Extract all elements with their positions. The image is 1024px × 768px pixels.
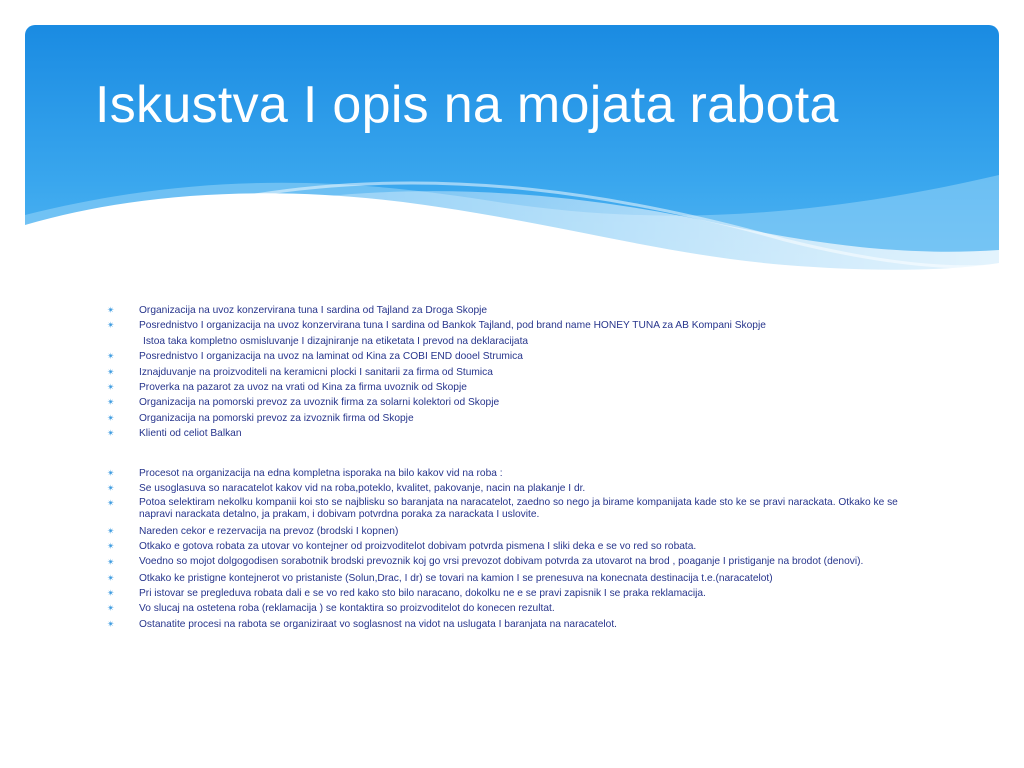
list-item-text: Posrednistvo I organizacija na uvoz konzervirana tuna I sardina od Bankok Tajland, pod brand name HONEY TUNA za AB Kompani Skopje [139,320,766,332]
list-item-text: Pri istovar se pregleduva robata dali e se vo red kako sto bilo naracano, dokolku ne e se pravi zapisnik I se praka reklamacija. [139,588,706,600]
star-bullet-icon: ✴ [107,603,115,614]
star-bullet-icon: ✴ [107,541,115,552]
slide-title: Iskustva I opis na mojata rabota [95,76,839,134]
list-item-text: Istoa taka kompletno osmisluvanje I dizajniranje na etiketata I prevod na deklaracijata [143,335,529,347]
list-item-text: Voedno so mojot dolgogodisen sorabotnik brodski prevoznik koj go vrsi prevozot dobivam potvrda za utovarot na brod , poaganje I pristiganje na brodot (denovi). [139,555,864,567]
list-item-text: Vo slucaj na ostetena roba (reklamacija ) se kontaktira so proizvoditelot do konecen rezultat. [139,603,555,615]
star-bullet-icon: ✴ [107,412,115,423]
star-bullet-icon: ✴ [107,526,115,537]
star-bullet-icon: ✴ [107,498,115,509]
list-item [105,481,925,496]
list-item [105,556,925,568]
list-item-continuation [105,334,925,349]
list-item-text: Potoa selektiram nekolku kompanii koi sto se najblisku so baranjata na naracatelot, zaedno so nego ja birame kompanijata kade sto ke se pravi narackata. Otkako ke se napravi narackata detalno, ja prakam, i dobivam potvrdna poraka za narackata I uslovite. [139,497,898,521]
wave-background [25,25,999,315]
list-item [105,365,925,380]
list-item [105,586,925,601]
list-item [105,497,925,521]
list-item [105,617,925,632]
star-bullet-icon: ✴ [107,351,115,362]
star-bullet-icon: ✴ [107,397,115,408]
list-item-text: Klienti od celiot Balkan [139,428,242,440]
list-item-text: Procesot na organizacija na edna kompletna isporaka na bilo kakov vid na roba : [139,467,503,479]
section-spacer [105,442,925,466]
list-item [105,349,925,364]
process-list [105,466,925,633]
list-item-text: Organizacija na pomorski prevoz za uvoznik firma za solarni kolektori od Skopje [139,397,500,409]
list-item-text: Iznajduvanje na proizvoditeli na keramicni plocki I sanitarii za firma od Stumica [139,366,493,378]
experience-list [105,303,925,442]
list-item [105,426,925,441]
star-bullet-icon: ✴ [107,305,115,315]
list-item-text: Otkako ke pristigne kontejnerot vo pristaniste (Solun,Drac, I dr) se tovari na kamion I se prenesuva na konecnata destinacija t.e.(naracatelot) [139,572,773,584]
list-item [105,466,925,481]
star-bullet-icon: ✴ [107,618,115,629]
list-item [105,395,925,410]
list-item [105,303,925,318]
list-item-text: Organizacija na pomorski prevoz za izvoznik firma od Skopje [139,412,414,424]
list-item [105,380,925,395]
list-item-text: Proverka na pazarot za uvoz na vrati od Kina za firma uvoznik od Skopje [139,382,467,394]
list-item-text: Ostanatite procesi na rabota se organiziraat vo soglasnost na vidot na uslugata I baranjata na naracatelot. [139,618,617,630]
star-bullet-icon: ✴ [107,483,115,494]
list-item-text: Otkako e gotova robata za utovar vo kontejner od proizvoditelot dobivam potvrda pismena I sliki deka e se vo red so robata. [139,541,697,553]
star-bullet-icon: ✴ [107,556,115,567]
list-item-text: Posrednistvo I organizacija na uvoz na laminat od Kina za COBI END dooel Strumica [139,351,523,363]
list-item [105,571,925,586]
list-item-text: Nareden cekor e rezervacija na prevoz (brodski I kopnen) [139,526,399,538]
list-item-text: Organizacija na uvoz konzervirana tuna I sardina od Tajland za Droga Skopje [139,305,488,316]
star-bullet-icon: ✴ [107,320,115,331]
content-body [105,303,925,632]
star-bullet-icon: ✴ [107,382,115,393]
list-item [105,411,925,426]
title-banner [25,25,999,315]
list-item [105,539,925,554]
list-item [105,601,925,616]
list-item-text: Se usoglasuva so naracatelot kakov vid na roba,poteklo, kvalitet, pakovanje, nacin na plakanje I dr. [139,483,586,495]
star-bullet-icon: ✴ [107,572,115,583]
star-bullet-icon: ✴ [107,366,115,377]
list-item [105,318,925,333]
list-item [105,524,925,539]
star-bullet-icon: ✴ [107,588,115,599]
star-bullet-icon: ✴ [107,428,115,439]
star-bullet-icon: ✴ [107,467,115,478]
